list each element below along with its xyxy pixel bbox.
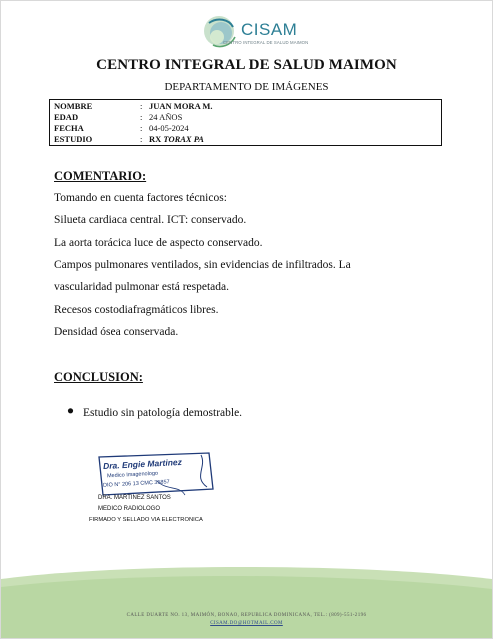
patient-separator: :	[140, 101, 143, 111]
comment-line: Tomando en cuenta factores técnicos:	[54, 192, 227, 204]
footer-wave	[1, 561, 492, 639]
patient-label: ESTUDIO	[54, 134, 93, 144]
signer-role: MEDICO RADIOLOGO	[98, 506, 161, 512]
stamp-title: Medico Imagenologo	[106, 470, 159, 480]
department-title: DEPARTAMENTO DE IMÁGENES	[164, 81, 329, 93]
comment-line: vascularidad pulmonar está respetada.	[54, 281, 229, 293]
conclusion-heading: CONCLUSION:	[54, 370, 143, 384]
footer-address: CALLE DUARTE NO. 13, MAIMÓN, BONAO, REPUBLICA DOMINICANA, TEL.: (809)-551-2196	[126, 613, 367, 618]
patient-separator: :	[140, 134, 143, 144]
comment-line: Recesos costodiafragmáticos libres.	[54, 304, 219, 316]
cisam-logo	[199, 11, 309, 53]
conclusion-item: Estudio sin patología demostrable.	[83, 407, 243, 419]
patient-label: FECHA	[54, 123, 84, 133]
logo-name: CISAM	[241, 20, 298, 39]
study-name: TORAX PA	[163, 134, 204, 144]
patient-value: 04-05-2024	[149, 123, 189, 133]
comment-line: Silueta cardiaca central. ICT: conservado.	[54, 214, 247, 226]
signature-note: FIRMADO Y SELLADO VIA ELECTRONICA	[89, 517, 203, 523]
stamp-ids: DIO N° 206 13 CMC 35857	[102, 479, 170, 489]
comment-line: Densidad ósea conservada.	[54, 326, 179, 338]
cisam-emblem-icon	[199, 11, 243, 53]
patient-label: EDAD	[54, 112, 79, 122]
study-prefix: RX	[149, 134, 162, 144]
footer-email-link[interactable]: CISAM.DO@HOTMAIL.COM	[210, 621, 283, 626]
page-title: CENTRO INTEGRAL DE SALUD MAIMON	[96, 57, 397, 73]
signer-name: DRA. MARTINEZ SANTOS	[98, 495, 171, 501]
patient-value: JUAN MORA M.	[149, 101, 213, 111]
comment-line: La aorta torácica luce de aspecto conservado.	[54, 237, 263, 249]
bullet-icon	[67, 407, 74, 414]
patient-value: 24 AÑOS	[149, 112, 183, 122]
stamp-name: Dra. Engie Martinez	[102, 456, 183, 472]
comment-heading: COMENTARIO:	[54, 169, 147, 183]
patient-value	[149, 134, 204, 145]
patient-label: NOMBRE	[54, 101, 93, 111]
logo-subtitle: CENTRO INTEGRAL DE SALUD MAIMON	[223, 40, 309, 45]
patient-info-box	[49, 99, 442, 146]
patient-separator: :	[140, 123, 143, 133]
comment-line: Campos pulmonares ventilados, sin evidencias de infiltrados. La	[54, 259, 351, 271]
patient-separator: :	[140, 112, 143, 122]
